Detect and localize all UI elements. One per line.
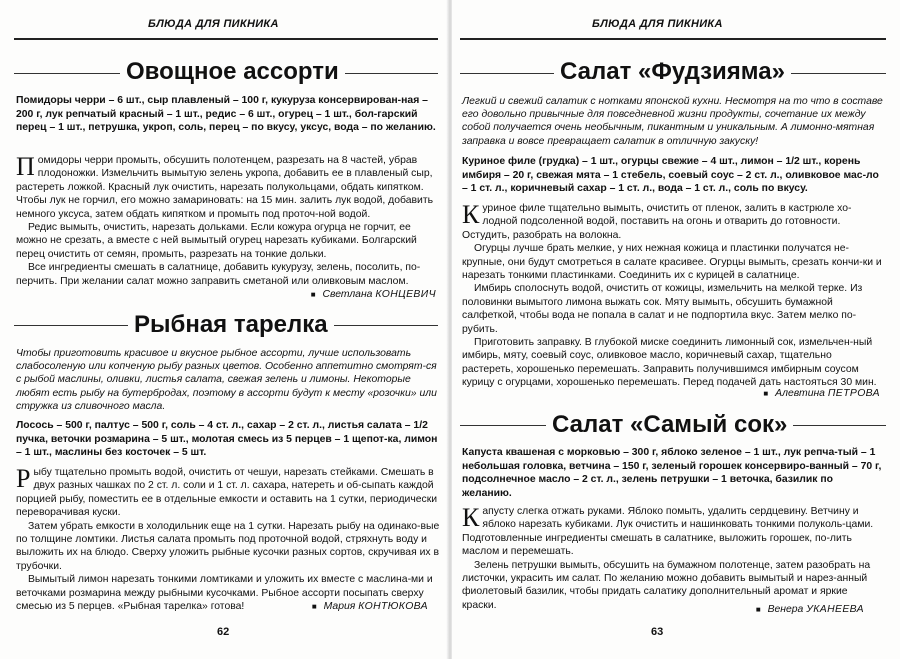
- running-head: БЛЮДА ДЛЯ ПИКНИКА: [592, 18, 723, 30]
- page-number: 63: [651, 626, 664, 638]
- recipe-title: Овощное ассорти: [120, 58, 345, 86]
- dropcap: К: [462, 200, 480, 229]
- paragraph: Вымытый лимон нарезать тонкими ломтиками и уложить их вместе с маслина-ми и веточками розмарина между рыбными кусочками. Рыбное ассорти посыпать сверху смесью из 5 перцев. «Рыбная тарелка» готова!: [16, 574, 433, 613]
- ingredients-list: Куриное филе (грудка) – 1 шт., огурцы свежие – 4 шт., лимон – 1/2 шт., корень имбиря – 20 г, свежая мята – 1 стебель, соевый соус – 2 ст. л., оливковое мас-ло – 1 ст. л., коричневый сахар – 1 ст. л., вода – 1 ст. л., соль по вкусу.: [462, 156, 879, 195]
- author-marker-icon: ■: [755, 605, 761, 614]
- recipe-title: Салат «Самый сок»: [546, 411, 793, 439]
- recipe-title: Салат «Фудзияма»: [554, 58, 791, 86]
- paragraph: Имбирь сполоснуть водой, очистить от кожицы, измельчить на мелкой терке. Из половинки вымытого лимона выжать сок. Мяту вымыть, обсушить бумажной салфеткой, чтобы вода не попала в салат и не подпортила вкус. Затем мелко по-рубить.: [462, 283, 863, 335]
- paragraph: Рыбу тщательно промыть водой, очистить от чешуи, нарезать стейками. Смешать в двух разных чашках по 2 ст. л. соли и 1 ст. л. сахара, натереть и об-сыпать каждой порцией рыбу, поместить ее в отдельные емкости и оставить на 1 сутки, периодически переворачивая куски.: [16, 464, 438, 519]
- paragraph: Редис вымыть, очистить, нарезать дольками. Если кожура огурца не горчит, ее можно не срезать, а вместе с ней вымытый огурец нарезать кубиками. Болгарский перец очистить от семян, промыть, разрезать на тонкие дольки.: [16, 222, 417, 260]
- paragraph: Куриное филе тщательно вымыть, очистить от пленок, залить в кастрюле хо-лодной подсоленной водой, поставить на огонь и отварить до готовности. Остудить, разобрать на волокна.: [462, 200, 852, 241]
- paragraph: Помидоры черри промыть, обсушить полотенцем, разрезать на 8 частей, убрав плодоножки. Измельчить вымытую зелень укропа, добавить ее в плавленый сыр, растереть ложкой. Красный лук очистить, нарезать полукольцами, обдать кипятком. Чтобы лук не горчил, его можно замариновать: на 15 мин. залить лук водой, добавить немного уксуса, затем обдать кипятком и промыть под проточ-ной водой.: [16, 152, 433, 220]
- author-signature: ■ Мария КОНТЮКОВА: [311, 601, 428, 612]
- left-page: [0, 0, 448, 659]
- ingredients-list: Помидоры черри – 6 шт., сыр плавленый – 100 г, кукуруза консервирован-ная – 200 г, лук репчатый красный – 1 шт., редис – 6 шт., огурец – 1 шт., бол-гарский перец – 1 шт., петрушка, укроп, соль, перец – по вкусу, уксус, вода – по желанию.: [16, 95, 436, 134]
- running-head-rule: [14, 38, 438, 40]
- dropcap: П: [16, 152, 35, 181]
- paragraph: Затем убрать емкости в холодильник еще на 1 сутки. Нарезать рыбу на одинако-вые по толщине ломтики. Листья салата промыть под проточной водой, стряхнуть воду и выложить их на блюдо. Сверху уложить рыбные кусочки разных сортов, скручивая их в трубочки.: [16, 520, 440, 572]
- recipe-body: [16, 466, 440, 613]
- recipe-body: [462, 202, 884, 390]
- paragraph: Приготовить заправку. В глубокой миске соединить лимонный сок, измельчен-ный имбирь, мяту, соевый соус, оливковое масло, коричневый сахар, тщательно растереть, хорошенько перемешать. Заправить получившимся имбирным соусом курицу с огурцами, хорошенько перемешать. Перед подачей дать настояться 30 мин.: [462, 337, 877, 389]
- author-signature: ■ Алевтина ПЕТРОВА: [763, 388, 880, 399]
- paragraph: Капусту слегка отжать руками. Яблоко помыть, удалить сердцевину. Ветчину и яблоко нарезать кубиками. Лук очистить и нашинковать тонкими полуколь-цами. Подготовленные ингредиенты смешать в салатнике, выложить горошек, по-лить маслом и перемешать.: [462, 503, 874, 558]
- paragraph: Зелень петрушки вымыть, обсушить на бумажном полотенце, затем разобрать на листочки, украсить им салат. По желанию можно добавить вымытый и нарез-анный фиолетовый базилик, чтобы придать салатику дополнительный аромат и яркие краски.: [462, 559, 871, 611]
- paragraph: Огурцы лучше брать мелкие, у них нежная кожица и пластинки получатся не-крупные, они будут смотреться в салате красивее. Огурцы вымыть, срезать кончи-ки и нарезать тонкими пластинками. Соединить их с курицей в салатнице.: [462, 243, 882, 282]
- author-marker-icon: ■: [311, 602, 317, 611]
- ingredients-list: Лосось – 500 г, палтус – 500 г, соль – 4 ст. л., сахар – 2 ст. л., листья салата – 1/2 пучка, веточки розмарина – 5 шт., молотая смесь из 5 перцев – 1 щепот-ка, лимон – 1 шт., маслины без косточек – 5 шт.: [16, 420, 438, 459]
- author-marker-icon: ■: [763, 389, 769, 398]
- author-marker-icon: ■: [310, 290, 316, 299]
- running-head-rule: [460, 38, 886, 40]
- recipe-title: Рыбная тарелка: [128, 311, 334, 339]
- right-page: [452, 0, 900, 659]
- recipe-intro: Легкий и свежий салатик с нотками японской кухни. Несмотря на то что в составе его довольно привычные для повседневной жизни продукты, сочетание их между собой получается очень необычным, пикантным и уникальным. А лимонно-мятная заправка и вовсе превращает салатик в отличную закуску!: [462, 96, 883, 147]
- paragraph: Все ингредиенты смешать в салатнице, добавить кукурузу, зелень, посолить, по-перчить. При желании салат можно заправить сметаной или оливковым маслом.: [16, 262, 421, 287]
- author-signature: ■ Светлана КОНЦЕВИЧ: [310, 289, 436, 300]
- dropcap: К: [462, 503, 480, 532]
- dropcap: Р: [16, 464, 31, 493]
- author-signature: ■ Венера УКАНЕЕВА: [755, 604, 864, 615]
- recipe-body: [16, 154, 440, 288]
- page-number: 62: [217, 626, 230, 638]
- recipe-body: [462, 505, 884, 612]
- running-head: БЛЮДА ДЛЯ ПИКНИКА: [148, 18, 279, 30]
- recipe-intro: Чтобы приготовить красивое и вкусное рыбное ассорти, лучше использовать слабосоленую или копченую рыбу разных цветов. Особенно аппетитно смотрят-ся с рыбой маслины, оливки, листья салата, свежая зелень и лимоны. Некоторые любят есть рыбу на бутербродах, поэтому в ассорти будут к месту «розочки» или стружка из сливочного масла.: [16, 348, 437, 412]
- ingredients-list: Капуста квашеная с морковью – 300 г, яблоко зеленое – 1 шт., лук репча-тый – 1 небольшая головка, ветчина – 150 г, зеленый горошек консервиро-ванный – 70 г, подсолнечное масло – 2 ст. л., зелень петрушки – 1 веточка, базилик по желанию.: [462, 447, 882, 499]
